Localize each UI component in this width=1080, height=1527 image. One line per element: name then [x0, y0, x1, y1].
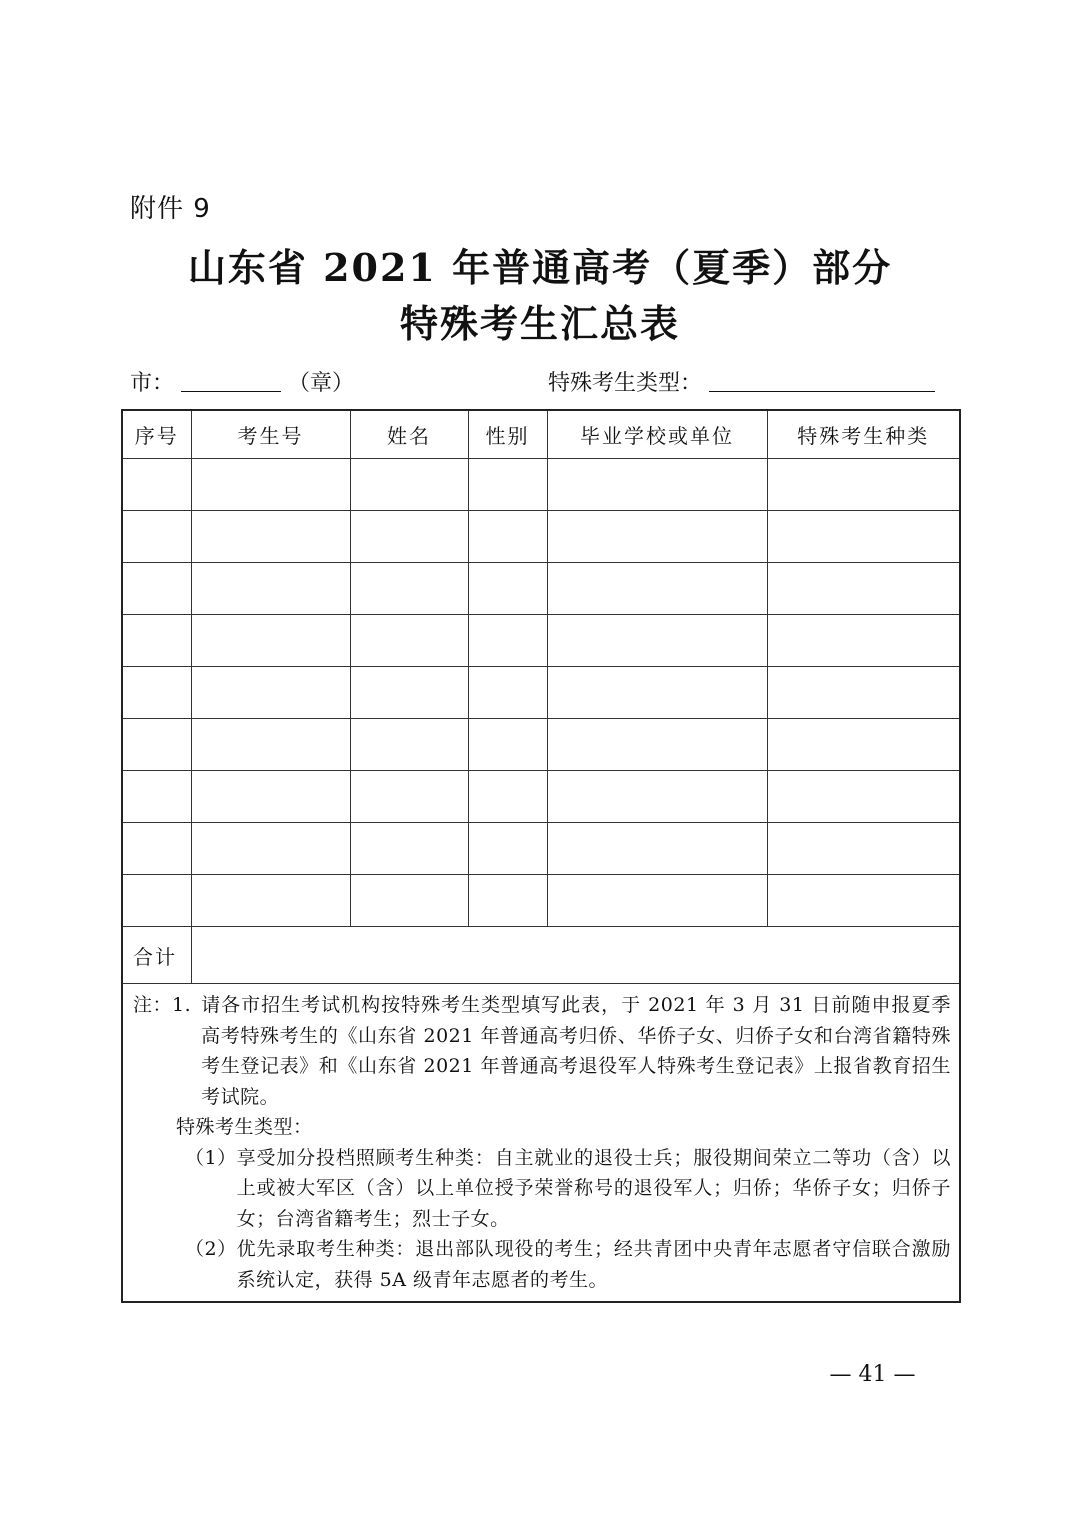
column-header: 毕业学校或单位: [547, 410, 767, 459]
table-cell[interactable]: [767, 875, 960, 927]
table-cell[interactable]: [350, 563, 468, 615]
table-cell[interactable]: [547, 719, 767, 771]
special-type-field: [548, 366, 935, 397]
special-type-label: 特殊考生类型：: [548, 371, 703, 396]
table-cell[interactable]: [122, 875, 191, 927]
table-cell[interactable]: [468, 823, 547, 875]
table-row: [122, 615, 960, 667]
table-cell[interactable]: [122, 719, 191, 771]
table-cell[interactable]: [547, 615, 767, 667]
table-row: [122, 719, 960, 771]
table-cell[interactable]: [122, 511, 191, 563]
type-item-1-text: 享受加分投档照顾考生种类：自主就业的退役士兵；服役期间荣立二等功（含）以上或被大军区（含）以上单位授予荣誉称号的退役军人；归侨；华侨子女；归侨子女；台湾省籍考生；烈士子女。: [236, 1146, 951, 1230]
notes-row: [122, 984, 960, 1303]
table-cell[interactable]: [350, 615, 468, 667]
table-cell[interactable]: [350, 667, 468, 719]
document-title-line2: 特殊考生汇总表: [399, 301, 680, 346]
table-row: [122, 667, 960, 719]
table-cell[interactable]: [122, 667, 191, 719]
table-row: [122, 459, 960, 511]
table-row: [122, 511, 960, 563]
note-1-text: 请各市招生考试机构按特殊考生类型填写此表，于 2021 年 3 月 31 日前随申报夏季高考特殊考生的《山东省 2021 年普通高考归侨、华侨子女、归侨子女和台湾省籍特殊考生登记表》和《山东省 2021 年普通高考退役军人特殊考生登记表》上报省教育招生考试院。: [201, 994, 951, 1108]
table-cell[interactable]: [767, 563, 960, 615]
table-cell[interactable]: [191, 563, 350, 615]
total-label: 合计: [122, 927, 191, 984]
table-header-row: [122, 410, 960, 459]
table-cell[interactable]: [767, 615, 960, 667]
attachment-label: 附件 9: [130, 194, 211, 224]
table-cell[interactable]: [122, 615, 191, 667]
table-cell[interactable]: [350, 719, 468, 771]
type-item-2: [133, 1234, 951, 1295]
table-cell[interactable]: [468, 511, 547, 563]
table-cell[interactable]: [468, 459, 547, 511]
column-header: 性别: [468, 410, 547, 459]
table-cell[interactable]: [350, 875, 468, 927]
table-cell[interactable]: [350, 823, 468, 875]
note-1: [133, 990, 951, 1112]
table-cell[interactable]: [767, 459, 960, 511]
types-heading: 特殊考生类型：: [176, 1116, 313, 1138]
table-row: [122, 563, 960, 615]
table-cell[interactable]: [468, 667, 547, 719]
table-cell[interactable]: [191, 823, 350, 875]
note-1-prefix: 注：1.: [133, 994, 192, 1016]
table-cell[interactable]: [547, 667, 767, 719]
seal-label: （章）: [288, 371, 355, 396]
table-cell[interactable]: [122, 823, 191, 875]
table-cell[interactable]: [191, 875, 350, 927]
table-cell[interactable]: [191, 459, 350, 511]
table-cell[interactable]: [468, 719, 547, 771]
table-cell[interactable]: [350, 771, 468, 823]
table-cell[interactable]: [122, 459, 191, 511]
table-cell[interactable]: [547, 563, 767, 615]
table-cell[interactable]: [547, 771, 767, 823]
table-cell[interactable]: [350, 511, 468, 563]
table-row: [122, 771, 960, 823]
table-row: [122, 875, 960, 927]
table-cell[interactable]: [767, 771, 960, 823]
table-cell[interactable]: [547, 823, 767, 875]
table-cell[interactable]: [547, 875, 767, 927]
total-value-cell[interactable]: [191, 927, 960, 984]
type-item-1: [133, 1143, 951, 1235]
table-cell[interactable]: [767, 719, 960, 771]
table-cell[interactable]: [767, 511, 960, 563]
city-field: [130, 366, 354, 397]
table-cell[interactable]: [547, 459, 767, 511]
table-cell[interactable]: [191, 511, 350, 563]
column-header: 考生号: [191, 410, 350, 459]
table-cell[interactable]: [468, 615, 547, 667]
table-cell[interactable]: [547, 511, 767, 563]
table-row: [122, 823, 960, 875]
column-header: 特殊考生种类: [767, 410, 960, 459]
total-row: [122, 927, 960, 984]
table-cell[interactable]: [191, 615, 350, 667]
table-cell[interactable]: [122, 771, 191, 823]
type-item-1-prefix: （1）: [185, 1146, 237, 1169]
document-title-line1: 山东省 2021 年普通高考（夏季）部分: [187, 245, 893, 290]
table-cell[interactable]: [767, 823, 960, 875]
table-cell[interactable]: [767, 667, 960, 719]
table-cell[interactable]: [191, 771, 350, 823]
table-cell[interactable]: [350, 459, 468, 511]
city-label: 市：: [130, 371, 175, 396]
table-cell[interactable]: [191, 667, 350, 719]
special-type-blank-line: [709, 371, 935, 392]
type-item-2-prefix: （2）: [185, 1238, 237, 1260]
table-cell[interactable]: [191, 719, 350, 771]
column-header: 姓名: [350, 410, 468, 459]
type-item-2-text: 优先录取考生种类：退出部队现役的考生；经共青团中央青年志愿者守信联合激励系统认定，获得 5A 级青年志愿者的考生。: [236, 1238, 951, 1291]
table-cell[interactable]: [468, 875, 547, 927]
summary-table: [121, 409, 961, 1303]
page-number: — 41 —: [829, 1362, 916, 1387]
table-cell[interactable]: [122, 563, 191, 615]
notes-cell: [122, 984, 960, 1303]
table-cell[interactable]: [468, 563, 547, 615]
column-header: 序号: [122, 410, 191, 459]
table-cell[interactable]: [468, 771, 547, 823]
city-blank-line: [181, 371, 281, 392]
